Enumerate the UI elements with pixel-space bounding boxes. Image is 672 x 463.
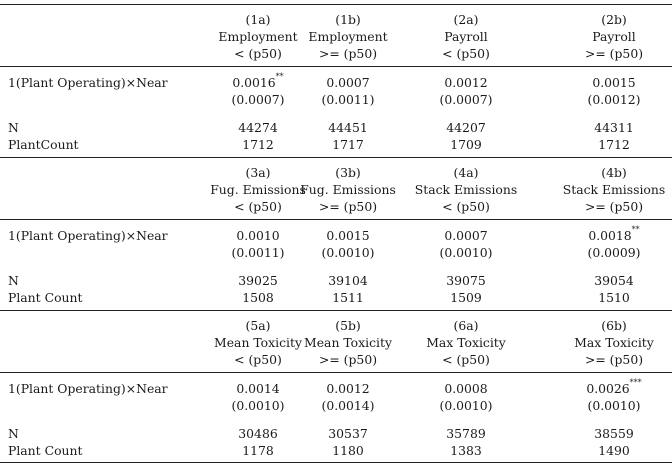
n-value: 39104 <box>328 273 368 288</box>
column-condition: >= (p50) <box>584 199 644 214</box>
n-value: 30486 <box>238 426 278 441</box>
coefficient-estimate <box>592 75 635 90</box>
column-number: (5a) <box>245 318 271 333</box>
coefficient-estimate <box>444 75 487 90</box>
n-value: 30537 <box>328 426 368 441</box>
column-number: (4a) <box>453 165 479 180</box>
coefficient-estimate <box>588 225 640 243</box>
n-value: 44207 <box>446 120 486 135</box>
plant-count-label: Plant Count <box>8 290 83 305</box>
column-outcome: Employment <box>218 29 298 44</box>
standard-error: (0.0010) <box>439 398 493 413</box>
standard-error: (0.0007) <box>231 92 285 107</box>
column-outcome: Payroll <box>592 29 636 44</box>
standard-error: (0.0011) <box>321 92 375 107</box>
column-number: (4b) <box>601 165 627 180</box>
coefficient-label: 1(Plant Operating)×Near <box>8 228 168 243</box>
plant-count-value: 1712 <box>598 137 630 152</box>
plant-count-value: 1510 <box>598 290 630 305</box>
column-condition: < (p50) <box>234 352 282 367</box>
column-outcome: Fug. Emissions <box>300 182 396 197</box>
plant-count-value: 1511 <box>332 290 364 305</box>
standard-error: (0.0014) <box>321 398 375 413</box>
coefficient-value: 0.0012 <box>444 75 488 90</box>
coefficient-value: 0.0010 <box>236 228 280 243</box>
standard-error: (0.0007) <box>439 92 493 107</box>
column-outcome: Mean Toxicity <box>214 335 302 350</box>
coefficient-value: 0.0016 <box>232 75 276 90</box>
coefficient-estimate <box>444 381 487 396</box>
significance-stars: ** <box>275 72 284 81</box>
plant-count-value: 1509 <box>450 290 482 305</box>
n-value: 39025 <box>238 273 278 288</box>
n-value: 44274 <box>238 120 278 135</box>
coefficient-estimate <box>586 378 642 396</box>
column-outcome: Employment <box>308 29 388 44</box>
column-condition: >= (p50) <box>584 46 644 61</box>
panel-top-rule <box>0 310 672 311</box>
coefficient-value: 0.0018 <box>588 228 632 243</box>
n-label: N <box>8 273 19 288</box>
coefficient-estimate <box>326 381 369 396</box>
column-condition: >= (p50) <box>318 352 378 367</box>
standard-error: (0.0010) <box>587 398 641 413</box>
plant-count-value: 1490 <box>598 443 630 458</box>
n-value: 39075 <box>446 273 486 288</box>
n-value: 39054 <box>594 273 634 288</box>
n-value: 38559 <box>594 426 634 441</box>
column-outcome: Mean Toxicity <box>304 335 392 350</box>
coefficient-value: 0.0007 <box>326 75 370 90</box>
coefficient-value: 0.0012 <box>326 381 370 396</box>
coefficient-label: 1(Plant Operating)×Near <box>8 75 168 90</box>
n-value: 44451 <box>328 120 368 135</box>
n-label: N <box>8 426 19 441</box>
column-outcome: Max Toxicity <box>574 335 654 350</box>
standard-error: (0.0010) <box>231 398 285 413</box>
column-condition: < (p50) <box>442 46 490 61</box>
plant-count-value: 1180 <box>332 443 364 458</box>
plant-count-value: 1709 <box>450 137 482 152</box>
coefficient-estimate <box>236 228 279 243</box>
header-rule <box>0 372 672 373</box>
standard-error: (0.0012) <box>587 92 641 107</box>
column-outcome: Max Toxicity <box>426 335 506 350</box>
significance-stars: *** <box>629 378 642 387</box>
plant-count-value: 1508 <box>242 290 274 305</box>
coefficient-value: 0.0014 <box>236 381 280 396</box>
coefficient-value: 0.0007 <box>444 228 488 243</box>
column-number: (5b) <box>335 318 361 333</box>
coefficient-estimate <box>232 72 284 90</box>
significance-stars: ** <box>631 225 640 234</box>
coefficient-value: 0.0015 <box>326 228 370 243</box>
coefficient-value: 0.0026 <box>586 381 630 396</box>
coefficient-value: 0.0008 <box>444 381 488 396</box>
standard-error: (0.0011) <box>231 245 285 260</box>
n-value: 44311 <box>594 120 634 135</box>
column-number: (1b) <box>335 12 361 27</box>
plant-count-value: 1717 <box>332 137 364 152</box>
column-outcome: Payroll <box>444 29 488 44</box>
column-number: (3b) <box>335 165 361 180</box>
column-number: (6b) <box>601 318 627 333</box>
column-condition: >= (p50) <box>318 46 378 61</box>
coefficient-label: 1(Plant Operating)×Near <box>8 381 168 396</box>
standard-error: (0.0010) <box>439 245 493 260</box>
column-number: (6a) <box>453 318 479 333</box>
column-outcome: Fug. Emissions <box>210 182 306 197</box>
coefficient-estimate <box>236 381 279 396</box>
standard-error: (0.0010) <box>321 245 375 260</box>
column-outcome: Stack Emissions <box>562 182 666 197</box>
header-rule <box>0 219 672 220</box>
coefficient-estimate <box>444 228 487 243</box>
plant-count-value: 1383 <box>450 443 482 458</box>
column-condition: < (p50) <box>442 352 490 367</box>
header-rule <box>0 66 672 67</box>
column-condition: < (p50) <box>234 199 282 214</box>
n-value: 35789 <box>446 426 486 441</box>
column-outcome: Stack Emissions <box>414 182 518 197</box>
column-condition: < (p50) <box>442 199 490 214</box>
plant-count-value: 1712 <box>242 137 274 152</box>
plant-count-value: 1178 <box>242 443 274 458</box>
coefficient-value: 0.0015 <box>592 75 636 90</box>
panel-top-rule <box>0 157 672 158</box>
coefficient-estimate <box>326 228 369 243</box>
n-label: N <box>8 120 19 135</box>
column-number: (1a) <box>245 12 271 27</box>
coefficient-estimate <box>326 75 369 90</box>
standard-error: (0.0009) <box>587 245 641 260</box>
panel-top-rule <box>0 4 672 5</box>
column-number: (2b) <box>601 12 627 27</box>
column-condition: >= (p50) <box>318 199 378 214</box>
column-condition: < (p50) <box>234 46 282 61</box>
column-number: (2a) <box>453 12 479 27</box>
column-number: (3a) <box>245 165 271 180</box>
column-condition: >= (p50) <box>584 352 644 367</box>
plant-count-label: PlantCount <box>8 137 79 152</box>
plant-count-label: Plant Count <box>8 443 83 458</box>
